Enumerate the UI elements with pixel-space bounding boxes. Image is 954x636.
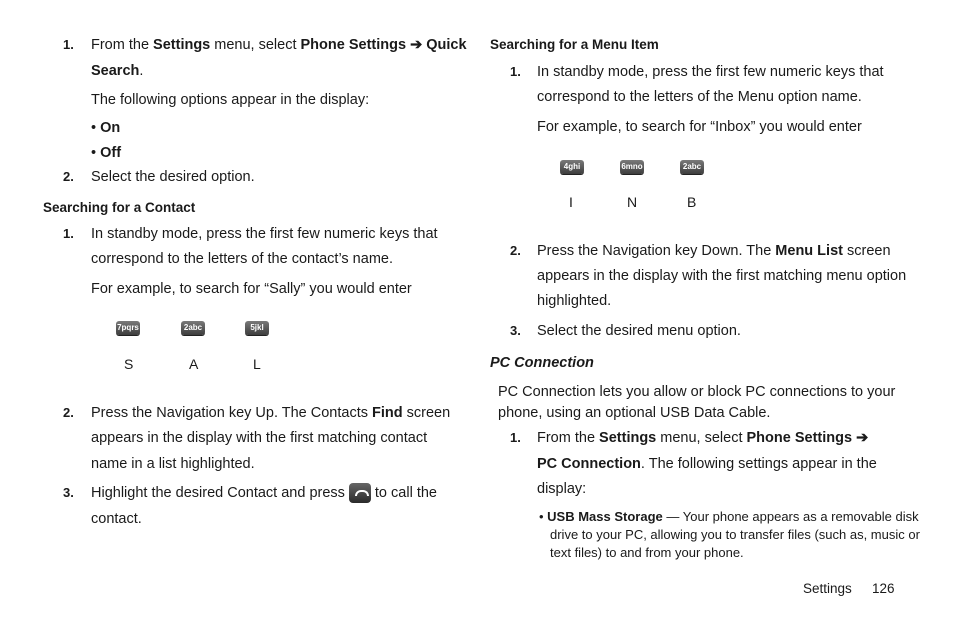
options-intro: The following options appear in the display:	[91, 92, 370, 108]
c-step-2-line-3: name in a list highlighted.	[91, 456, 255, 472]
c-step-3-line-2: contact.	[91, 511, 142, 527]
menu-heading: Searching for a Menu Item	[490, 37, 659, 52]
page-number: 126	[872, 581, 895, 596]
c-letter-s: S	[124, 356, 134, 372]
m-step-3-number: 3.	[510, 323, 521, 338]
send-key-icon	[349, 483, 371, 503]
c-example: For example, to search for “Sally” you would enter	[91, 281, 412, 297]
step-2-text: Select the desired option.	[91, 169, 255, 185]
step-1-line-2: Search.	[91, 63, 144, 79]
m-step-1-line-1: In standby mode, press the first few numeric keys that	[537, 64, 884, 80]
m-step-1-number: 1.	[510, 64, 521, 79]
footer-section: Settings	[803, 581, 852, 596]
key-5-icon: 5jkl	[245, 321, 269, 335]
key-7-icon: 7pqrs	[116, 321, 140, 335]
option-off: • Off	[91, 145, 122, 161]
m-letter-n: N	[627, 194, 638, 210]
contact-heading: Searching for a Contact	[43, 200, 196, 215]
step-2-number: 2.	[63, 169, 74, 184]
m-letter-b: B	[687, 194, 697, 210]
pc-intro-line-1: PC Connection lets you allow or block PC connections to your	[498, 384, 896, 400]
c-letter-a: A	[189, 356, 199, 372]
m-step-2-line-3: highlighted.	[537, 293, 612, 309]
c-step-2-line-2: appears in the display with the first matching contact	[91, 430, 428, 446]
usb-line-2: drive to your PC, allowing you to transfer files (such as, music or	[550, 527, 920, 542]
m-step-2-line-2: appears in the display with the first matching menu option	[537, 268, 907, 284]
m-step-2-number: 2.	[510, 243, 521, 258]
option-on: • On	[91, 120, 121, 136]
pc-step-1-line-2: PC Connection. The following settings appear in the	[537, 456, 877, 472]
m-step-3-text: Select the desired menu option.	[537, 323, 741, 339]
step-1-line-1: From the Settings menu, select Phone Settings ➔ Quick	[91, 37, 467, 53]
c-step-3-line-1: Highlight the desired Contact and press to call the	[91, 483, 437, 503]
m-step-1-line-2: correspond to the letters of the Menu option name.	[537, 89, 862, 105]
c-step-3-number: 3.	[63, 485, 74, 500]
m-example: For example, to search for “Inbox” you would enter	[537, 119, 862, 135]
key-2-icon: 2abc	[680, 160, 704, 174]
usb-line-1: • USB Mass Storage — Your phone appears as a removable disk	[539, 509, 919, 524]
key-4-icon: 4ghi	[560, 160, 584, 174]
c-step-1-number: 1.	[63, 226, 74, 241]
pc-heading: PC Connection	[490, 355, 594, 371]
pc-step-1-line-3: display:	[537, 481, 587, 497]
c-step-1-line-1: In standby mode, press the first few numeric keys that	[91, 226, 438, 242]
key-6-icon: 6mno	[620, 160, 644, 174]
m-letter-i: I	[569, 194, 573, 210]
pc-intro-line-2: phone, using an optional USB Data Cable.	[498, 405, 771, 421]
c-step-2-line-1: Press the Navigation key Up. The Contacts Find screen	[91, 405, 451, 421]
usb-line-3: text files) to and from your phone.	[550, 545, 744, 560]
c-letter-l: L	[253, 356, 261, 372]
pc-step-1-line-1: From the Settings menu, select Phone Settings ➔	[537, 430, 869, 446]
key-2-icon: 2abc	[181, 321, 205, 335]
pc-step-1-number: 1.	[510, 430, 521, 445]
c-step-1-line-2: correspond to the letters of the contact’s name.	[91, 251, 393, 267]
step-1-number: 1.	[63, 37, 74, 52]
c-step-2-number: 2.	[63, 405, 74, 420]
m-step-2-line-1: Press the Navigation key Down. The Menu List screen	[537, 243, 891, 259]
